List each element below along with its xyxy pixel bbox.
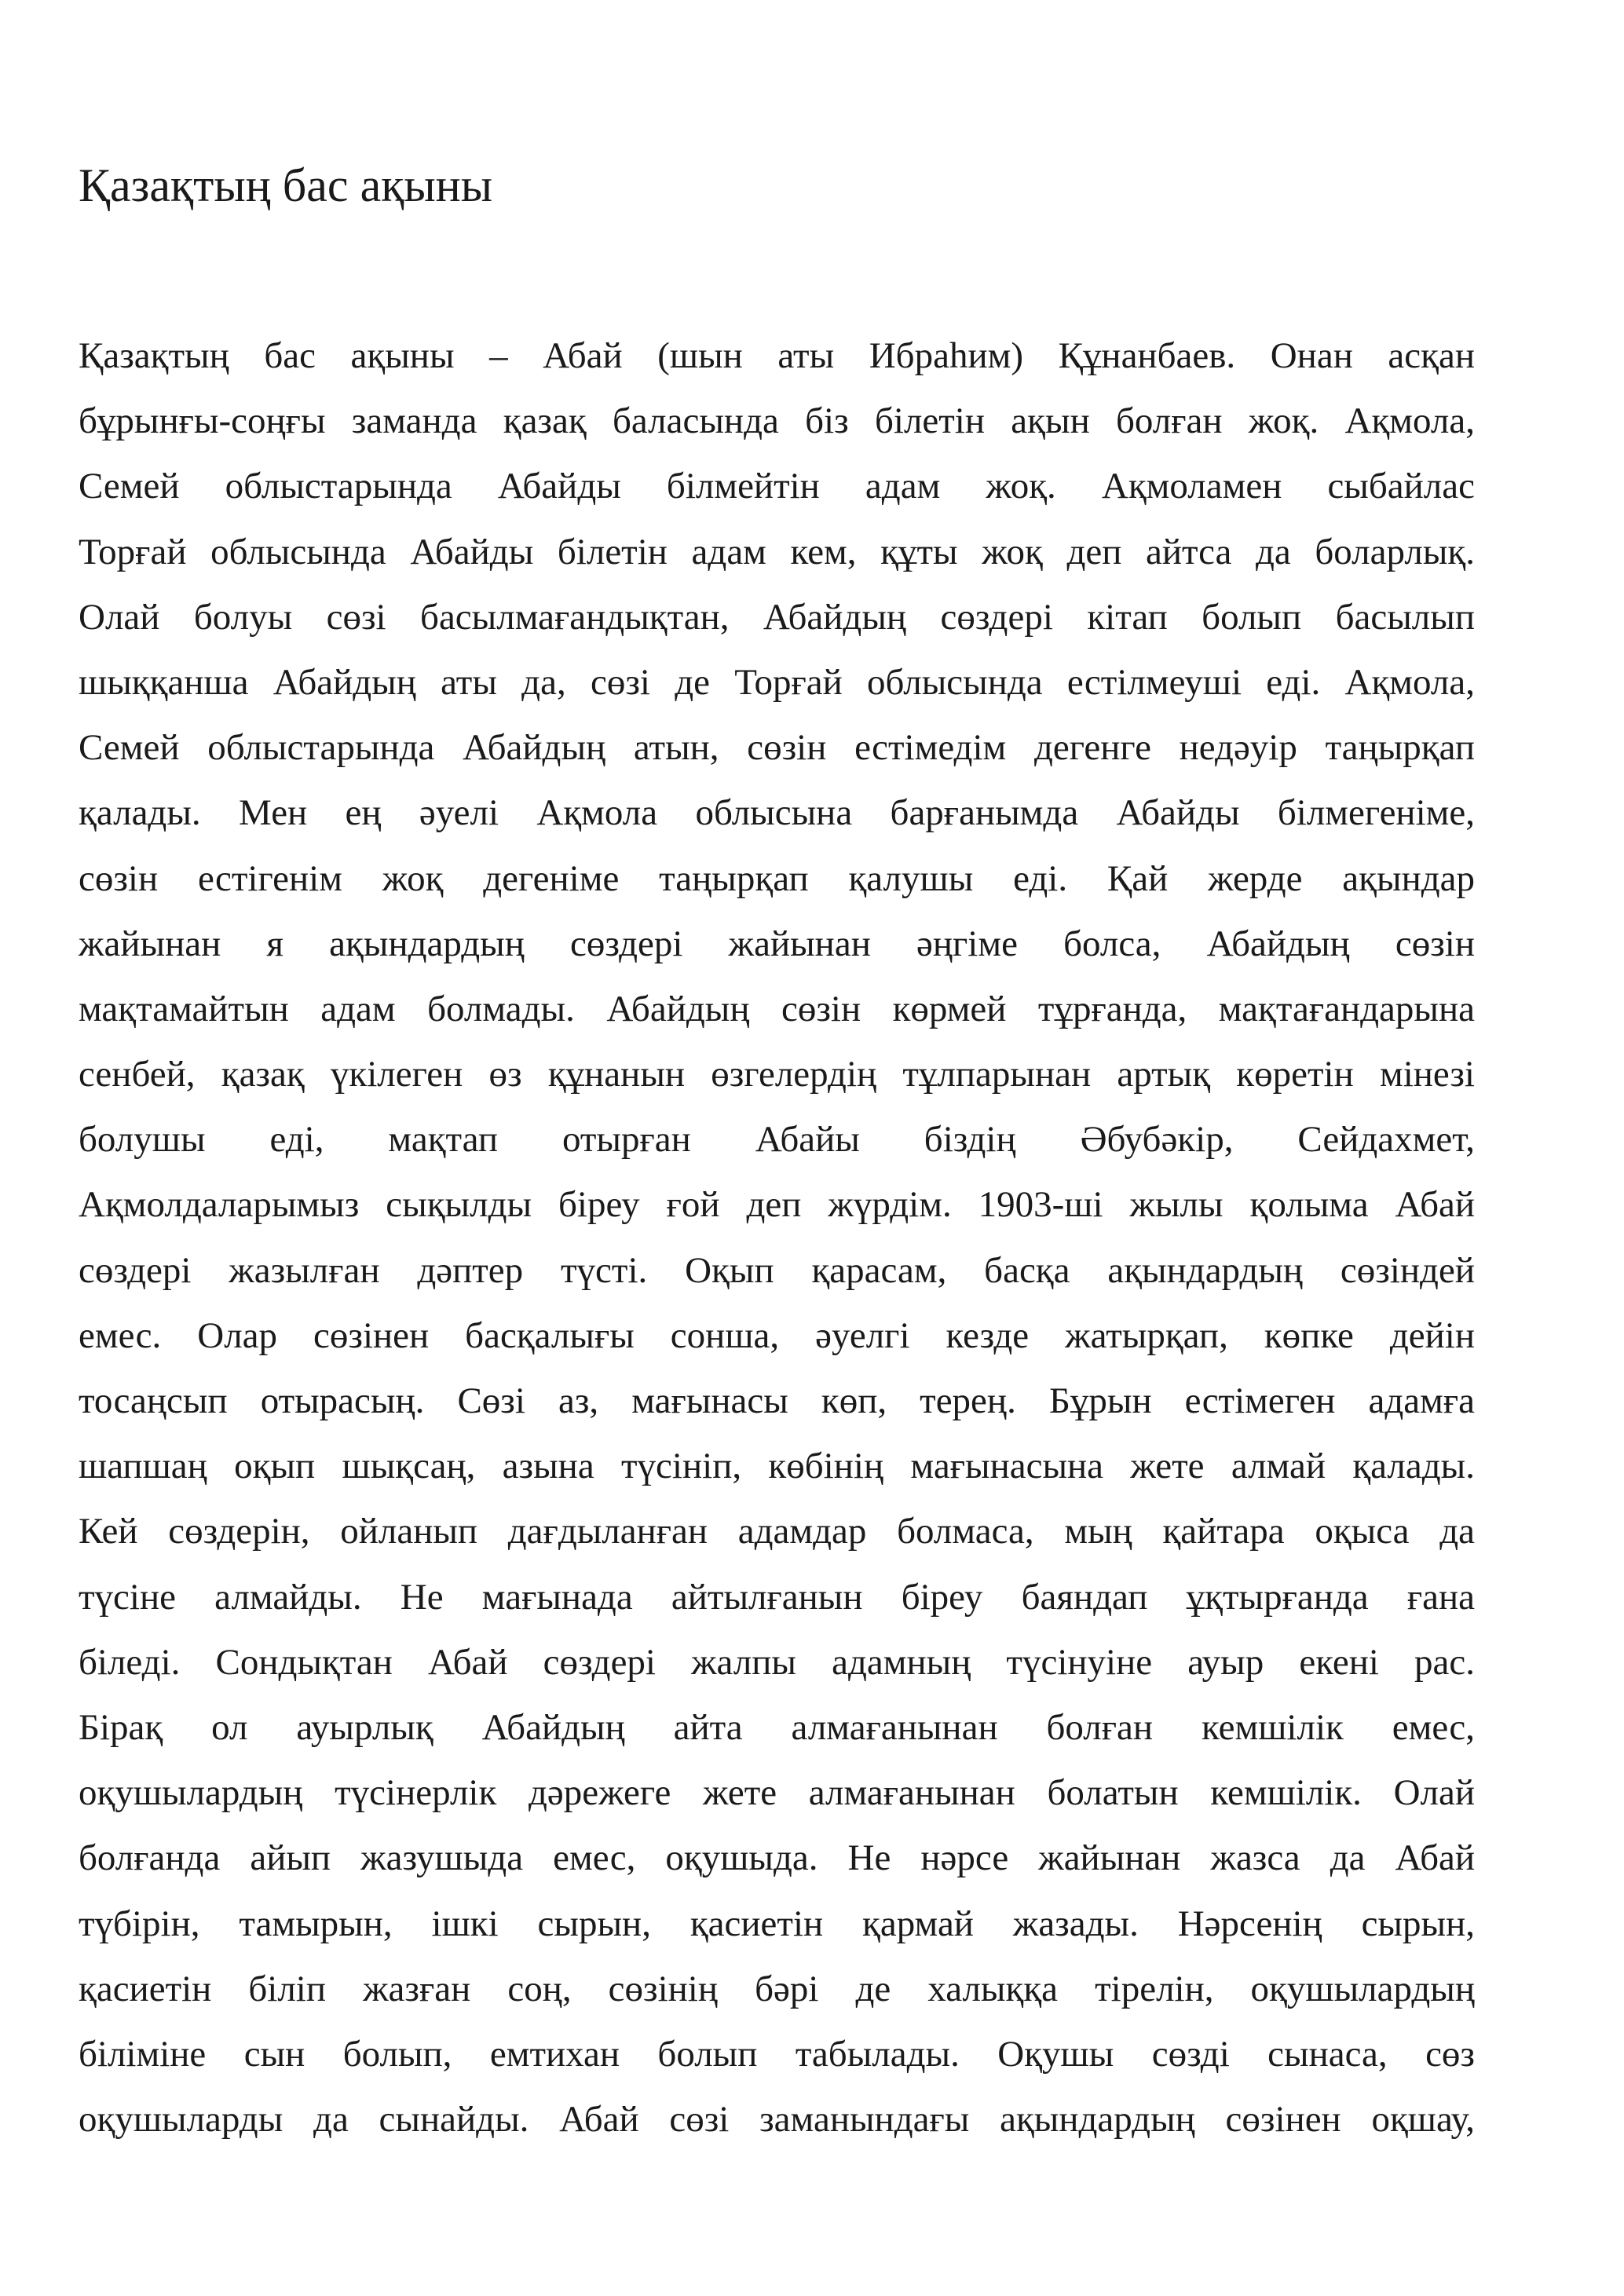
text-line: сөздері жазылған дәптер түсті. Оқып қарасам, басқа ақындардың сөзіндей (79, 1249, 1475, 1291)
text-line: тосаңсып отырасың. Сөзі аз, мағынасы көп, терең. Бұрын естімеген адамға (79, 1380, 1475, 1421)
text-line: шыққанша Абайдың аты да, сөзі де Торғай облысында естілмеуші еді. Ақмола, (79, 661, 1475, 703)
text-line: сенбей, қазақ үкілеген өз құнанын өзгелердің тұлпарынан артық көретін мінезі (79, 1054, 1475, 1095)
text-line: оқушыларды да сынайды. Абай сөзі заманындағы ақындардың сөзінен оқшау, (79, 2099, 1475, 2141)
text-line: Семей облыстарында Абайды білмейтін адам жоқ. Ақмоламен сыбайлас (79, 466, 1475, 507)
text-line: бұрынғы-соңғы заманда қазақ баласында біз білетін ақын болған жоқ. Ақмола, (79, 400, 1475, 442)
body-paragraph (79, 324, 1475, 2152)
text-line: қасиетін біліп жазған соң, сөзінің бәрі де халыққа тірелін, оқушылардың (79, 1968, 1475, 2009)
text-line: мақтамайтын адам болмады. Абайдың сөзін көрмей тұрғанда, мақтағандарына (79, 988, 1475, 1029)
page-title: Қазақтың бас ақыны (79, 159, 493, 211)
text-line: түсіне алмайды. Не мағынада айтылғанын біреу баяндап ұқтырғанда ғана (79, 1576, 1475, 1618)
text-line: Кей сөздерін, ойланып дағдыланған адамдар болмаса, мың қайтара оқыса да (79, 1511, 1475, 1552)
text-line: түбірін, тамырын, ішкі сырын, қасиетін қармай жазады. Нәрсенің сырын, (79, 1903, 1475, 1944)
text-line: оқушылардың түсінерлік дәрежеге жете алмағанынан болатын кемшілік. Олай (79, 1772, 1475, 1814)
text-line: сөзін естігенім жоқ дегеніме таңырқап қалушы еді. Қай жерде ақындар (79, 857, 1475, 899)
text-line: Торғай облысында Абайды білетін адам кем, құты жоқ деп айтса да боларлық. (79, 531, 1475, 572)
text-line: Семей облыстарында Абайдың атын, сөзін естімедім дегенге недәуір таңырқап (79, 727, 1475, 769)
text-line: Бірақ ол ауырлық Абайдың айта алмағанынан болған кемшілік емес, (79, 1706, 1475, 1748)
text-line: қалады. Мен ең әуелі Ақмола облысына барғанымда Абайды білмегеніме, (79, 792, 1475, 834)
text-line: біліміне сын болып, емтихан болып табылады. Оқушы сөзді сынаса, сөз (79, 2033, 1475, 2075)
text-line: жайынан я ақындардың сөздері жайынан әңгіме болса, Абайдың сөзін (79, 923, 1475, 964)
text-line: болғанда айып жазушыда емес, оқушыда. Не нәрсе жайынан жазса да Абай (79, 1837, 1475, 1879)
text-line: Олай болуы сөзі басылмағандықтан, Абайдың сөздері кітап болып басылып (79, 596, 1475, 638)
text-line: шапшаң оқып шықсаң, азына түсініп, көбінің мағынасына жете алмай қалады. (79, 1446, 1475, 1487)
text-line: біледі. Сондықтан Абай сөздері жалпы адамның түсінуіне ауыр екені рас. (79, 1641, 1475, 1683)
text-line: Қазақтың бас ақыны – Абай (шын аты Ибраһим) Құнанбаев. Онан асқан (79, 335, 1475, 376)
text-line: Ақмолдаларымыз сықылды біреу ғой деп жүрдім. 1903-ші жылы қолыма Абай (79, 1184, 1475, 1226)
text-line: емес. Олар сөзінен басқалығы сонша, әуелгі кезде жатырқап, көпке дейін (79, 1314, 1475, 1356)
text-line: болушы еді, мақтап отырған Абайы біздің Әбубәкір, Сейдахмет, (79, 1119, 1475, 1161)
